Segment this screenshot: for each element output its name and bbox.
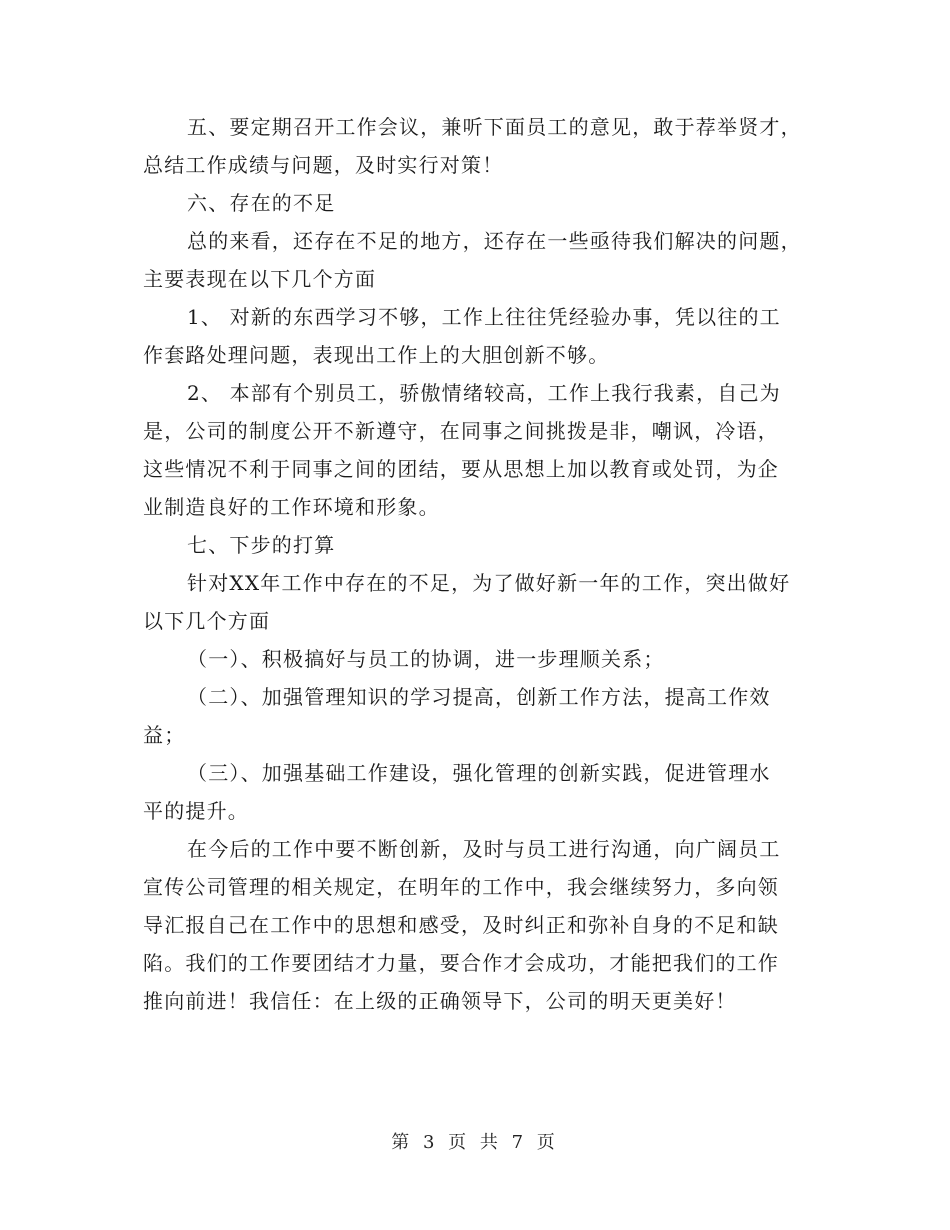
text-line: 在今后的工作中要不断创新，及时与员工进行沟通，向广阔员工 (187, 837, 781, 861)
text-line: 总的来看，还存在不足的地方，还存在一些亟待我们解决的问题， (187, 229, 802, 253)
text-line: 推向前进！我信任：在上级的正确领导下，公司的明天更美好！ (143, 989, 737, 1013)
section-heading: 六、存在的不足 (187, 191, 336, 215)
text-line: 益； (143, 723, 186, 747)
text-line: 宣传公司管理的相关规定，在明年的工作中，我会继续努力，多向领 (143, 875, 779, 899)
list-item: （二）、加强管理知识的学习提高，创新工作方法，提高工作效 (187, 685, 771, 709)
section-heading: 七、下步的打算 (187, 533, 336, 557)
list-item: （一）、积极搞好与员工的协调，进一步理顺关系； (187, 647, 665, 671)
document-body (143, 108, 808, 1020)
text-line: 是，公司的制度公开不新遵守，在同事之间挑拨是非，嘲讽，冷语， (143, 419, 779, 443)
text-line: 2、 本部有个别员工，骄傲情绪较高，工作上我行我素，自己为 (187, 381, 781, 405)
text-line: 主要表现在以下几个方面 (143, 267, 377, 291)
text-line: 这些情况不利于同事之间的团结，要从思想上加以教育或处罚，为企 (143, 457, 779, 481)
text-line: 针对XX年工作中存在的不足，为了做好新一年的工作，突出做好 (187, 571, 791, 595)
text-line: 总结工作成绩与问题，及时实行对策！ (143, 153, 504, 177)
list-item: （三）、加强基础工作建设，强化管理的创新实践，促进管理水 (187, 761, 771, 785)
text-line: 导汇报自己在工作中的思想和感受，及时纠正和弥补自身的不足和缺 (143, 913, 779, 937)
text-line: 陷。我们的工作要团结才力量，要合作才会成功，才能把我们的工作 (143, 951, 779, 975)
text-line: 作套路处理问题，表现出工作上的大胆创新不够。 (143, 343, 610, 367)
text-line: 平的提升。 (143, 799, 249, 823)
text-line: 业制造良好的工作环境和形象。 (143, 495, 440, 519)
text-line: 五、要定期召开工作会议，兼听下面员工的意见，敢于荐举贤才， (187, 115, 802, 139)
page-number-footer: 第 3 页 共 7 页 (391, 1132, 559, 1153)
text-line: 1、 对新的东西学习不够，工作上往往凭经验办事，凭以往的工 (187, 305, 781, 329)
text-line: 以下几个方面 (143, 609, 271, 633)
